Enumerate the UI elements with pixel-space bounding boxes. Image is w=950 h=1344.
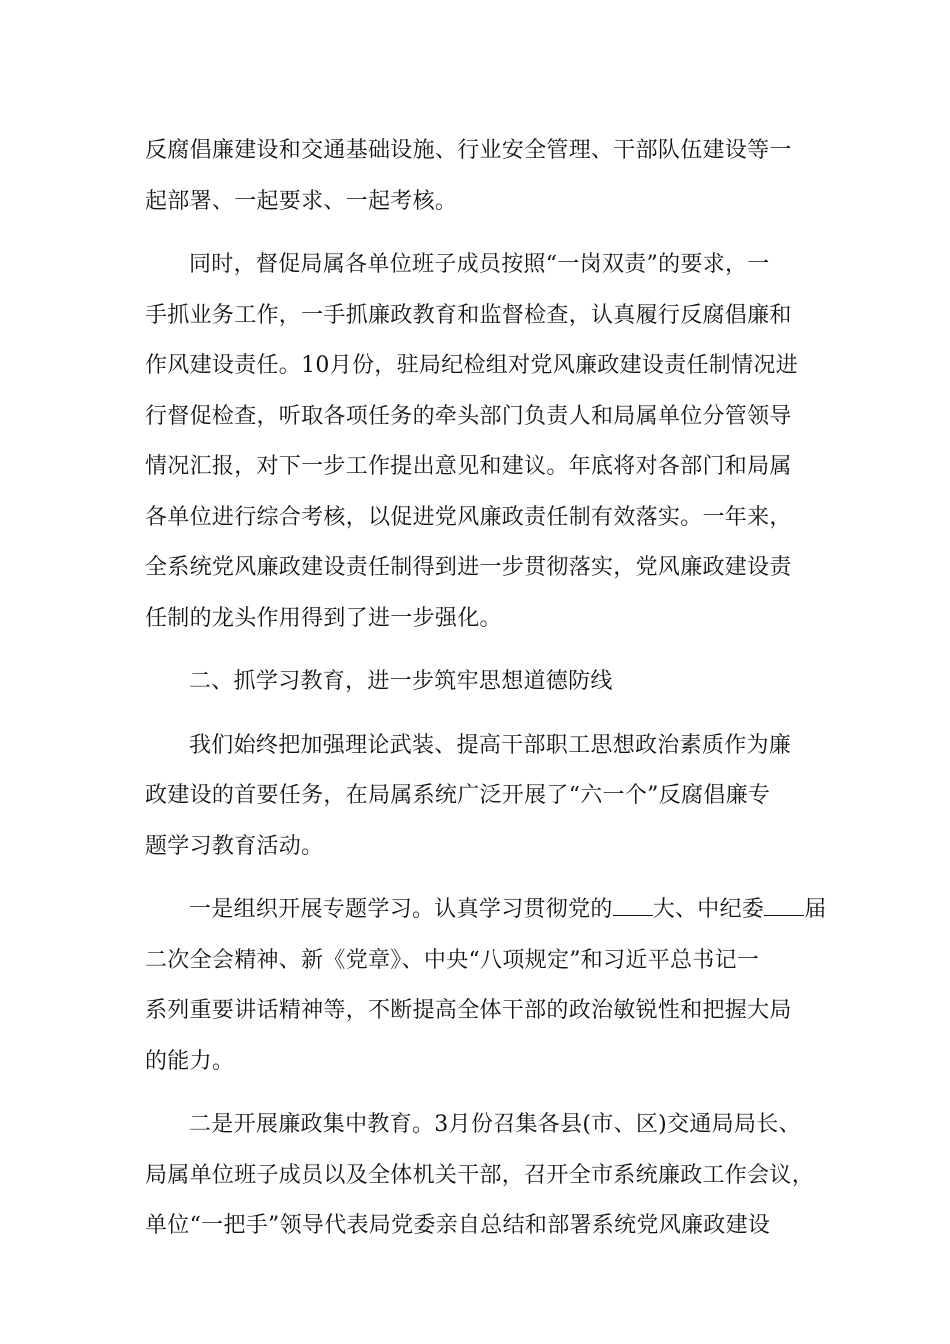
heading-text: 二、抓学习教育，进一步筑牢思想道德防线: [189, 669, 613, 694]
section-heading: [145, 657, 805, 708]
paragraph: [145, 240, 805, 644]
paragraph: [145, 885, 827, 1087]
text-line: 单位“一把手”领导代表局党委亲自总结和部署系统党风廉政建设: [145, 1213, 771, 1238]
text-line: 的能力。: [145, 1048, 235, 1074]
text-line: 同时，督促局属各单位班子成员按照“一岗双责”的要求，一: [189, 252, 770, 277]
text-line: 任制的龙头作用得到了进一步强化。: [145, 605, 502, 631]
fill-in-blank: [613, 897, 653, 916]
text-line: 局属单位班子成员以及全体机关干部，召开全市系统廉政工作会议，: [145, 1162, 815, 1188]
text-line: 政建设的首要任务，在局属系统广泛开展了“六一个”反腐倡廉专: [145, 783, 771, 808]
text-segment: 大、中纪委: [652, 897, 765, 922]
text-line: [145, 885, 827, 936]
paragraph: [145, 1100, 815, 1252]
text-line: 手抓业务工作，一手抓廉政教育和监督检查，认真履行反腐倡廉和: [145, 302, 792, 328]
text-segment: 届: [804, 897, 827, 922]
paragraph: [145, 721, 805, 873]
text-segment: 一是组织开展专题学习。认真学习贯彻党的: [189, 897, 613, 922]
paragraph: [145, 126, 805, 227]
text-line: 各单位进行综合考核，以促进党风廉政责任制有效落实。一年来，: [145, 504, 792, 530]
text-line: 情况汇报，对下一步工作提出意见和建议。年底将对各部门和局属: [145, 454, 792, 479]
text-line: 作风建设责任。10月份，驻局纪检组对党风廉政建设责任制情况进: [145, 353, 798, 378]
text-line: 起部署、一起要求、一起考核。: [145, 188, 458, 214]
text-line: 二是开展廉政集中教育。3月份召集各县(市、区)交通局局长、: [189, 1112, 801, 1137]
text-line: 题学习教育活动。: [145, 833, 324, 859]
text-line: 全系统党风廉政建设责任制得到进一步贯彻落实，党风廉政建设责: [145, 555, 792, 580]
text-line: 行督促检查，听取各项任务的牵头部门负责人和局属单位分管领导: [145, 403, 792, 429]
text-line: 二次全会精神、新《党章》、中央“八项规定”和习近平总书记一: [145, 947, 760, 973]
fill-in-blank: [764, 897, 804, 916]
text-line: 反腐倡廉建设和交通基础设施、行业安全管理、干部队伍建设等一: [145, 138, 792, 163]
document-body: [145, 126, 827, 1252]
text-line: 系列重要讲话精神等，不断提高全体干部的政治敏锐性和把握大局: [145, 998, 792, 1023]
text-line: 我们始终把加强理论武装、提高干部职工思想政治素质作为廉: [189, 732, 792, 758]
